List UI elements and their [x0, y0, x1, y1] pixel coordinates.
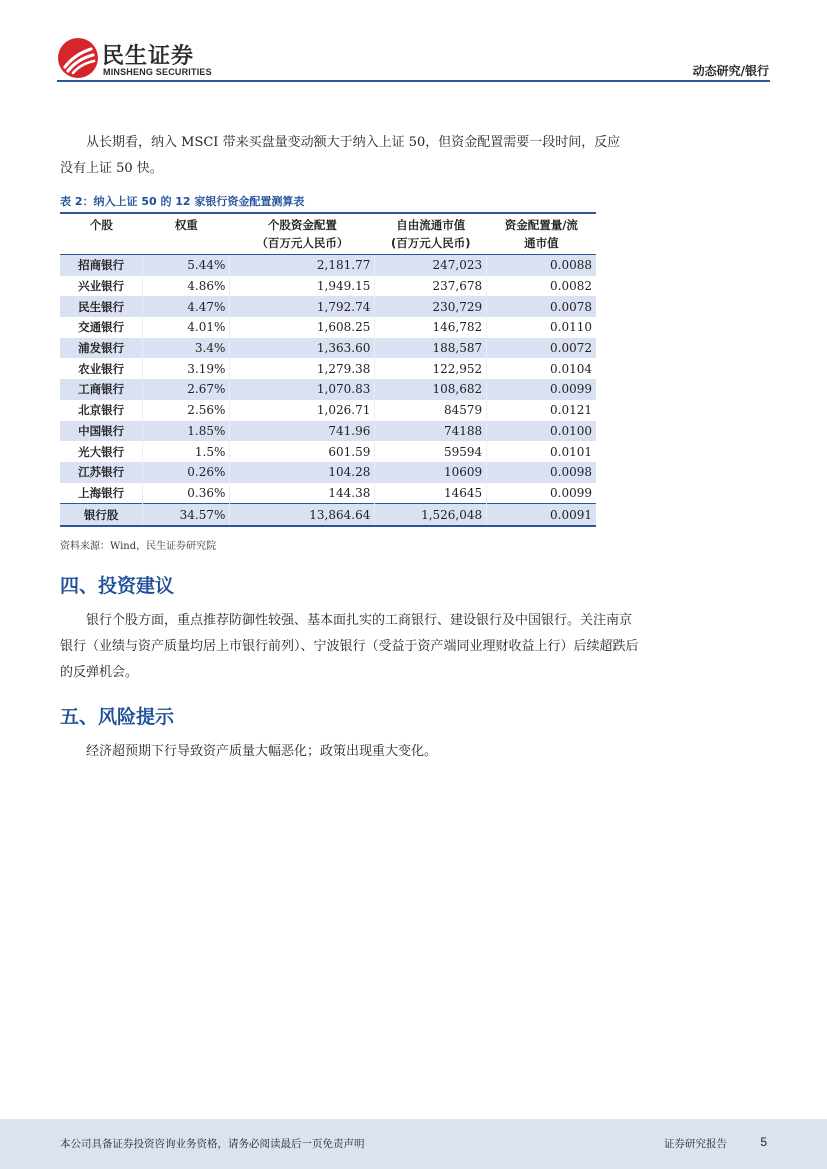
report-type-label: 动态研究/银行 [692, 64, 769, 78]
bank-allocation-table [60, 212, 596, 527]
bank-name-cell: 招商银行 [60, 255, 143, 276]
page-number: 5 [760, 1135, 767, 1149]
total-ratio: 0.0091 [487, 504, 596, 526]
table-row [60, 483, 596, 504]
logo-english-name: MINSHENG SECURITIES [103, 67, 212, 77]
float-cap-cell: 59594 [375, 441, 487, 462]
ratio-cell: 0.0100 [487, 421, 596, 442]
weight-cell: 2.67% [143, 379, 230, 400]
float-cap-cell: 10609 [375, 462, 487, 483]
allocation-cell: 1,070.83 [230, 379, 375, 400]
footer-disclaimer: 本公司具备证券投资咨询业务资格，请务必阅读最后一页免责声明 [60, 1138, 365, 1150]
float-cap-cell: 14645 [375, 483, 487, 504]
footer-report-label: 证券研究报告 [664, 1138, 727, 1150]
header-allocation-line2: （百万元人民币） [256, 236, 349, 250]
ratio-cell: 0.0099 [550, 485, 592, 500]
float-cap-cell: 108,682 [375, 379, 487, 400]
allocation-cell: 1,279.38 [230, 358, 375, 379]
table-total-row [60, 504, 596, 526]
allocation-cell: 1,608.25 [230, 317, 375, 338]
weight-cell: 0.26% [143, 462, 230, 483]
weight-cell: 5.44% [143, 255, 230, 276]
total-name: 银行股 [60, 504, 143, 526]
ratio-cell: 0.0098 [487, 462, 596, 483]
ratio-cell: 0.0101 [550, 444, 592, 459]
header-weight: 权重 [143, 213, 230, 255]
allocation-cell: 144.38 [230, 483, 375, 504]
allocation-cell: 1,792.74 [230, 296, 375, 317]
float-cap-cell: 146,782 [375, 317, 487, 338]
ratio-cell: 0.0099 [487, 379, 596, 400]
table-row [60, 441, 596, 462]
bank-name-cell: 工商银行 [60, 379, 143, 400]
table-row [60, 358, 596, 379]
investment-advice-paragraph: 银行个股方面，重点推荐防御性较强、基本面扎实的工商银行、建设银行及中国银行。关注南京银行（业绩与资产质量均居上市银行前列）、宁波银行（受益于资产端同业理财收益上行）后续超跌后的反弹机会。 [60, 613, 639, 680]
weight-cell: 1.85% [143, 421, 230, 442]
page-header [0, 0, 827, 90]
bank-name-cell: 交通银行 [60, 317, 143, 338]
float-cap-cell: 247,023 [375, 255, 487, 276]
ratio-cell: 0.0088 [487, 255, 596, 276]
float-cap-cell: 84579 [375, 400, 487, 421]
allocation-cell: 1,363.60 [230, 338, 375, 359]
table-source-note: 资料来源：Wind，民生证券研究院 [60, 541, 217, 552]
table-body [60, 255, 596, 526]
table-row [60, 276, 596, 297]
allocation-cell: 104.28 [230, 462, 375, 483]
header-float-cap [375, 213, 487, 255]
bank-name-cell: 农业银行 [60, 358, 143, 379]
bank-name-cell: 北京银行 [60, 400, 143, 421]
header-divider [57, 80, 770, 82]
bank-name-cell: 上海银行 [60, 483, 143, 504]
header-allocation [230, 213, 375, 255]
table-row [60, 379, 596, 400]
table-row [60, 317, 596, 338]
table-row [60, 400, 596, 421]
weight-cell: 4.47% [143, 296, 230, 317]
weight-cell: 4.01% [143, 317, 230, 338]
table-caption: 表 2：纳入上证 50 的 12 家银行资金配置测算表 [60, 195, 305, 208]
ratio-cell: 0.0104 [550, 361, 592, 376]
float-cap-cell: 237,678 [375, 276, 487, 297]
total-float-cap: 1,526,048 [375, 504, 487, 526]
allocation-cell: 601.59 [230, 441, 375, 462]
allocation-cell: 1,026.71 [230, 400, 375, 421]
header-ratio [487, 213, 596, 255]
ratio-cell: 0.0072 [487, 338, 596, 359]
bank-name-cell: 中国银行 [60, 421, 143, 442]
allocation-cell: 741.96 [230, 421, 375, 442]
float-cap-cell: 188,587 [375, 338, 487, 359]
float-cap-cell: 122,952 [375, 358, 487, 379]
ratio-cell: 0.0121 [550, 403, 592, 418]
weight-cell: 0.36% [143, 483, 230, 504]
logo-chinese-name: 民生证券 [102, 44, 195, 69]
table-header-row [60, 213, 596, 255]
minsheng-logo-icon [57, 37, 99, 79]
weight-cell: 1.5% [143, 441, 230, 462]
total-allocation: 13,864.64 [230, 504, 375, 526]
ratio-cell: 0.0082 [550, 279, 592, 294]
section-title-risk-warning: 五、风险提示 [60, 706, 175, 728]
bank-name-cell: 光大银行 [60, 441, 143, 462]
header-float-line1: 自由流通市值 [396, 218, 466, 232]
header-ratio-line2: 通市值 [524, 236, 559, 250]
ratio-cell: 0.0078 [487, 296, 596, 317]
table-row [60, 338, 596, 359]
bank-name-cell: 浦发银行 [60, 338, 143, 359]
header-allocation-line1: 个股资金配置 [267, 218, 337, 232]
ratio-cell: 0.0110 [550, 320, 592, 335]
float-cap-cell: 74188 [375, 421, 487, 442]
header-float-line2: (百万元人民币) [390, 236, 471, 250]
bank-name-cell: 兴业银行 [60, 276, 143, 297]
header-name: 个股 [60, 213, 143, 255]
weight-cell: 3.4% [143, 338, 230, 359]
allocation-cell: 2,181.77 [230, 255, 375, 276]
table-row [60, 255, 596, 276]
weight-cell: 4.86% [143, 276, 230, 297]
risk-warning-paragraph: 经济超预期下行导致资产质量大幅恶化；政策出现重大变化。 [86, 744, 438, 759]
total-weight: 34.57% [143, 504, 230, 526]
weight-cell: 3.19% [143, 358, 230, 379]
table-row [60, 296, 596, 317]
company-logo [57, 37, 217, 81]
intro-paragraph: 从长期看，纳入 MSCI 带来买盘量变动额大于纳入上证 50，但资金配置需要一段时间，反应没有上证 50 快。 [60, 135, 621, 176]
page-footer [0, 1119, 827, 1169]
header-ratio-line1: 资金配置量/流 [504, 218, 578, 232]
bank-name-cell: 江苏银行 [60, 462, 143, 483]
section-title-investment-advice: 四、投资建议 [60, 575, 175, 597]
table-row [60, 421, 596, 442]
float-cap-cell: 230,729 [375, 296, 487, 317]
bank-name-cell: 民生银行 [60, 296, 143, 317]
table-row [60, 462, 596, 483]
weight-cell: 2.56% [143, 400, 230, 421]
allocation-cell: 1,949.15 [230, 276, 375, 297]
